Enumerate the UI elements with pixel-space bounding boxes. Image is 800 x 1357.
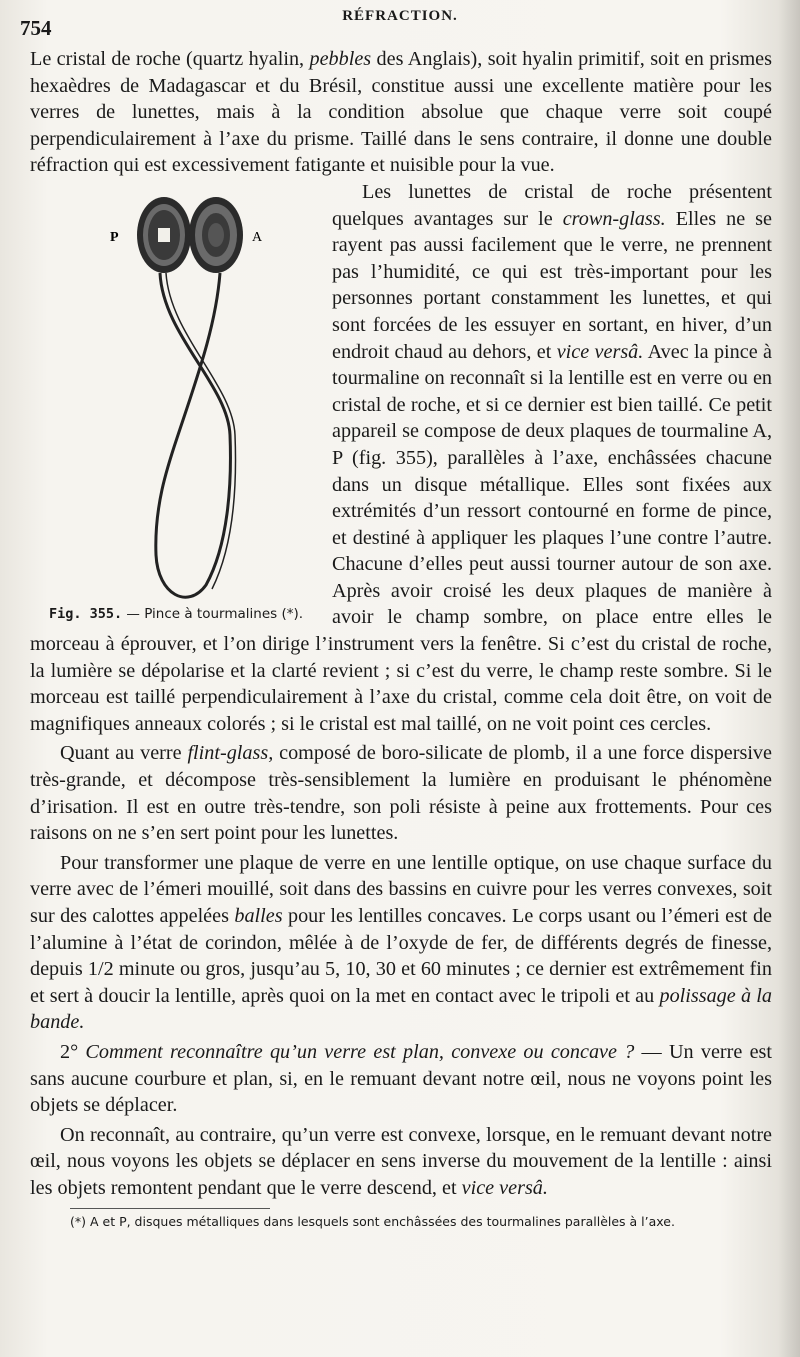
page-edge-shadow	[778, 0, 800, 1357]
label-a: A	[252, 229, 263, 245]
footnote-rule	[70, 1208, 270, 1209]
label-p: P	[110, 229, 119, 245]
figure-caption	[28, 601, 324, 628]
tourmaline-disc-a	[189, 197, 243, 273]
figure-355	[28, 179, 324, 629]
paragraph-4: Pour transformer une plaque de verre en une lentille optique, on use chaque surface du verre avec de l’émeri mouillé, soit dans des bassins en cuivre pour les verres convexes, soit sur des calottes appelées balles pour les lentilles concaves. Le corps usant ou l’émeri est de l’alumine à l’état de corindon, mêlée à de l’oxyde de fer, de différents degrés de finesse, depuis 1/2 minute ou gros, jusqu’au 5, 10, 30 et 60 minutes ; ce dernier est extrêmement fin et sert à doucir la lentille, après quoi on la met en contact avec le tripoli et au polissage à la bande.	[30, 851, 773, 1034]
running-head: RÉFRACTION.	[342, 8, 458, 24]
paragraph-5: 2° Comment reconnaître qu’un verre est plan, convexe ou concave ? — Un verre est sans aucune courbure et plan, si, en le remuant devant notre œil, nous ne voyons point les objets se déplacer.	[30, 1040, 772, 1117]
paragraph-3: Quant au verre flint-glass, composé de boro-silicate de plomb, il a une force dispersive très-grande, et décompose très-sensiblement la lumière en produisant le phénomène d’irisation. Il est en outre très-tendre, son poli résiste à peine aux frottements. Pour ces raisons on ne s’en sert point pour les lunettes.	[30, 742, 772, 845]
figure-number: Fig. 355.	[48, 605, 123, 622]
body-text	[30, 46, 772, 1231]
paragraph-1: Le cristal de roche (quartz hyalin, pebbles des Anglais), soit hyalin primitif, soit en prismes hexaèdres de Madagascar et du Brésil, constitue aussi une excellente matière pour les verres de lunettes, mais à la condition absolue que chaque verre soit coupé perpendiculairement à l’axe du prisme. Taillé dans le sens contraire, il donne une double réfraction qui est excessivement fatigante et nuisible pour la vue.	[30, 48, 772, 177]
tourmaline-disc-p	[137, 197, 191, 273]
paragraph-2: Les lunettes de cristal de roche présentent quelques avantages sur le crown-glass. Elles ne se rayent pas aussi facilement que le verre, ne prennent pas l’humidité, ce qui est très-important pour les personnes portant constamment les lunettes, et qui sont forcées de les essuyer en sortant, en hiver, d’un endroit chaud au dehors, et vice versâ. Avec la pince à tourmaline on reconnaît si la lentille est en verre ou en cristal de roche, et si ce dernier est bien taillé. Ce petit appareil se compose de deux plaques de tourmaline A, P (fig. 355), parallèles à l’axe, enchâssées chacune dans un disque métallique. Elles sont fixées aux extrémités d’un ressort contourné en forme de pince, et destiné à appliquer les plaques l’une contre l’autre. Chacune d’elles peut aussi tourner autour de son axe. Après avoir croisé les deux plaques de manière à avoir le champ sombre, on place entre elles le morceau à éprouver, et l’on dirige l’instrument vers la fenêtre. Si c’est du cristal de roche, la lumière se dépolarise et la clarté revient ; si c’est du verre, le champ reste sombre. Si le morceau est taillé perpendiculairement à l’axe du cristal, comme cela doit être, on voit de magnifiques anneaux colorés ; si le cristal est mal taillé, on ne voit point ces cercles.	[30, 180, 773, 735]
paragraph-6: On reconnaît, au contraire, qu’un verre est convexe, lorsque, en le remuant devant notre œil, nous voyons les objets se déplacer en sens inverse du mouvement de la lentille : ainsi les objets remontent pendant que le verre descend, et vice versâ.	[30, 1123, 772, 1199]
tourmaline-tongs-illustration	[108, 185, 288, 605]
page-number: 754	[20, 16, 52, 40]
footnote: (*) A et P, disques métalliques dans lesquels sont enchâssées des tourmalines parallèles à l’axe.	[70, 1213, 675, 1229]
spring-wire	[156, 273, 236, 597]
figure-caption-text: — Pince à tourmalines (*).	[126, 605, 304, 622]
